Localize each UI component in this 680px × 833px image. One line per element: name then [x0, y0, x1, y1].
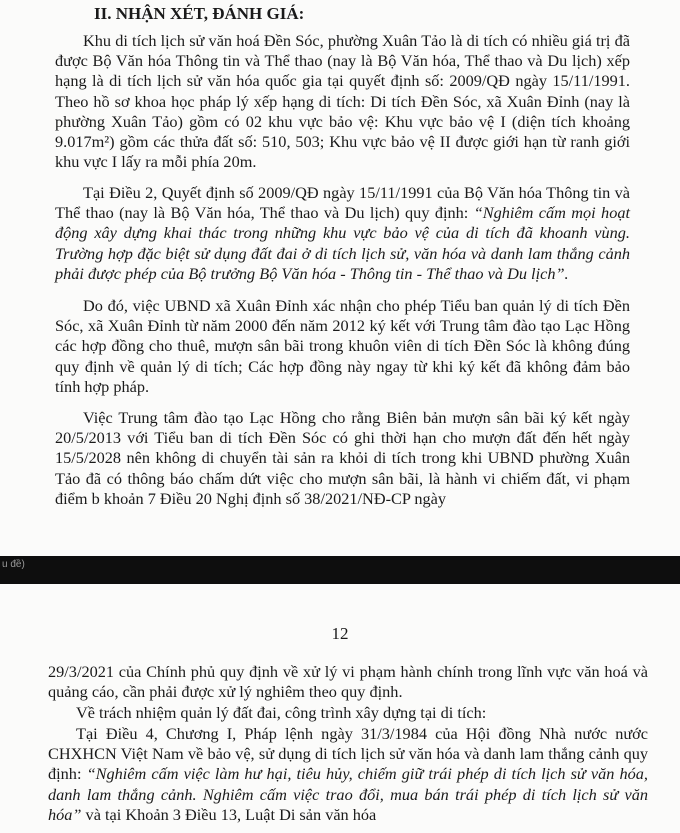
paragraph-article-4-tail: và tại Khoản 3 Điều 13, Luật Di sản văn hóa	[81, 804, 377, 824]
paragraph-article-2-quote: “Nghiêm cấm mọi hoạt động xây dựng khai thác trong những khu vực bảo vệ của di tích đã khoanh vùng. Trường hợp đặc biệt sử dụng đất đai ở di tích lịch sử, văn hóa và danh lam thắng cảnh phải được phép của Bộ trưởng Bộ Văn hóa - Thông tin - Thể thao và Du lịch”.	[55, 203, 630, 283]
paragraph-article-4-quote: “Nghiêm cấm việc làm hư hại, tiêu hủy, chiếm giữ trái phép di tích lịch sử văn hóa, danh lam thắng cảnh. Nghiêm cấm việc trao đổi, mua bán trái phép di tích lịch sử văn hóa”	[48, 764, 648, 824]
paragraph-responsibility: Về trách nhiệm quản lý đất đai, công trình xây dựng tại di tích:	[76, 703, 487, 722]
paragraph-continuation: 29/3/2021 của Chính phủ quy định về xử lý vi phạm hành chính trong lĩnh vực văn hoá và quảng cáo, cần phải được xử lý nghiêm theo quy định.	[48, 662, 648, 702]
section-heading: II. NHẬN XÉT, ĐÁNH GIÁ:	[94, 4, 305, 23]
page-separator-band	[0, 556, 680, 584]
document-page-lower	[0, 584, 680, 833]
paragraph-article-4-intro: Tại Điều 4, Chương I, Pháp lệnh ngày 31/3/1984 của Hội đồng Nhà nước nước CHXHCN Việt Nam về bảo vệ, sử dụng di tích lịch sử văn hóa và danh lam thắng cảnh quy định:	[48, 724, 648, 784]
page-number: 12	[331, 624, 349, 643]
separator-caption: u đề)	[2, 559, 25, 570]
paragraph-site-description: Khu di tích lịch sử văn hoá Đền Sóc, phường Xuân Tảo là di tích có nhiều giá trị đã được Bộ Văn hóa Thông tin và Thể thao (nay là Bộ Văn hóa, Thể thao và Du lịch) xếp hạng là di tích lịch sử văn hóa quốc gia tại quyết định số: 2009/QĐ ngày 15/11/1991. Theo hồ sơ khoa học pháp lý xếp hạng di tích: Di tích Đền Sóc, xã Xuân Đỉnh (nay là phường Xuân Tảo) gồm có 02 khu vực bảo vệ: Khu vực bảo vệ I (diện tích khoảng 9.017m²) gồm các thửa đất số: 510, 503; Khu vực bảo vệ II được giới hạn từ ranh giới khu vực I lấy ra mỗi phía 20m.	[55, 31, 630, 172]
paragraph-article-2-intro: Tại Điều 2, Quyết định số 2009/QĐ ngày 15/11/1991 của Bộ Văn hóa Thông tin và Thể thao (nay là Bộ Văn hóa, Thể thao và Du lịch) quy định:	[55, 183, 630, 223]
paragraph-conclusion: Do đó, việc UBND xã Xuân Đỉnh xác nhận cho phép Tiểu ban quản lý di tích Đền Sóc, xã Xuân Đỉnh từ năm 2000 đến năm 2012 ký kết với Trung tâm đào tạo Lạc Hồng các hợp đồng cho thuê, mượn sân bãi trong khuôn viên di tích Đền Sóc là không đúng quy định về quản lý di tích; Các hợp đồng này ngay từ khi ký kết đã không đảm bảo tính hợp pháp.	[55, 296, 630, 396]
paragraph-violation: Việc Trung tâm đào tạo Lạc Hồng cho rằng Biên bản mượn sân bãi ký kết ngày 20/5/2013 với Tiểu ban di tích Đền Sóc có ghi thời hạn cho mượn đất đến hết ngày 15/5/2028 nên không di chuyển tài sản ra khỏi di tích trong khi UBND phường Xuân Tảo đã có thông báo chấm dứt việc cho mượn sân bãi, là hành vi chiếm đất, vi phạm điểm b khoản 7 Điều 20 Nghị định số 38/2021/NĐ-CP ngày	[55, 408, 630, 508]
paragraph-article-4	[48, 724, 648, 825]
paragraph-article-2	[55, 183, 630, 284]
